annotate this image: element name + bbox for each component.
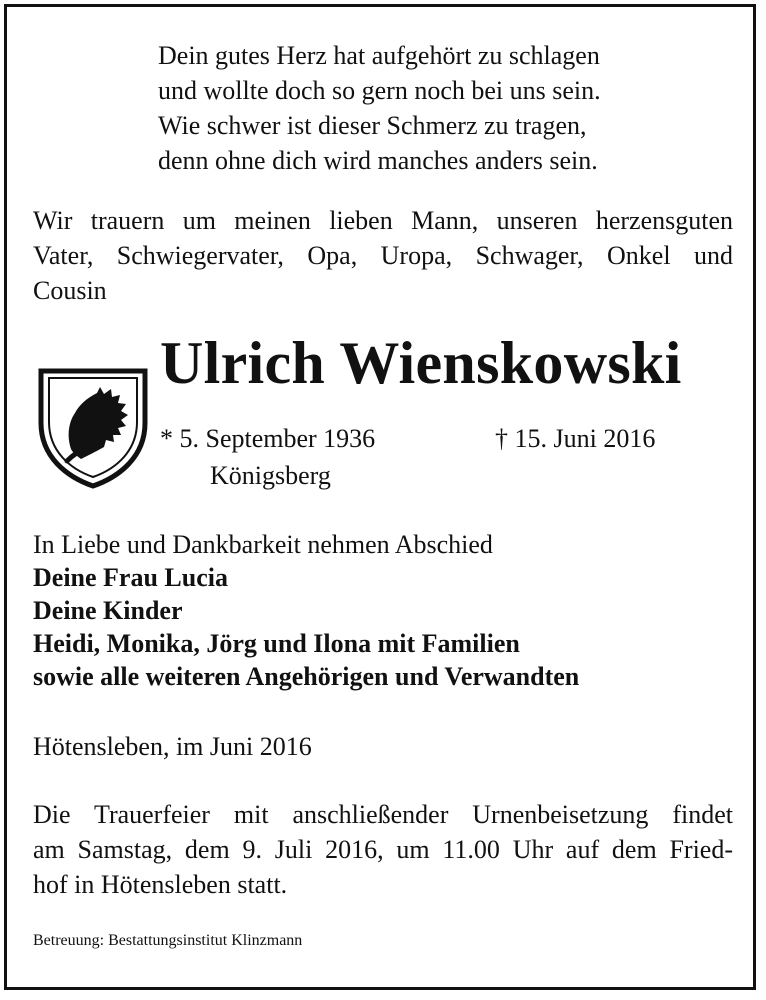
mourner-line: Deine Frau Lucia (33, 563, 228, 592)
coat-of-arms-icon (37, 365, 149, 489)
poem-line: Wie schwer ist dieser Schmerz zu tragen, (158, 111, 587, 140)
intro-line: Wir trauern um meinen lieben Mann, unseren herzensguten (33, 206, 733, 235)
funeral-info (33, 797, 733, 902)
mourners (33, 528, 579, 693)
mourning-intro (33, 203, 733, 308)
mourner-line: Heidi, Monika, Jörg und Ilona mit Familien (33, 629, 520, 658)
mourner-line: sowie alle weiteren Angehörigen und Verwandten (33, 662, 580, 691)
poem-line: Dein gutes Herz hat aufgehört zu schlagen (158, 41, 600, 70)
poem (158, 38, 601, 178)
intro-line: Vater, Schwiegervater, Opa, Uropa, Schwager, Onkel und (33, 241, 733, 270)
funeral-home-credit: Betreuung: Bestattungsinstitut Klinzmann (33, 932, 303, 949)
birth-date: * 5. September 1936 (160, 424, 376, 453)
birth-place: Königsberg (210, 461, 331, 490)
deceased-name: Ulrich Wienskowski (160, 330, 682, 396)
mourner-line: Deine Kinder (33, 596, 183, 625)
intro-line: Cousin (33, 276, 107, 305)
poem-line: denn ohne dich wird manches anders sein. (158, 146, 598, 175)
funeral-line: Die Trauerfeier mit anschließender Urnenbeisetzung findet (33, 800, 733, 829)
funeral-line: hof in Hötensleben statt. (33, 870, 288, 899)
farewell-intro: In Liebe und Dankbarkeit nehmen Abschied (33, 530, 493, 559)
funeral-line: am Samstag, dem 9. Juli 2016, um 11.00 Uhr auf dem Fried- (33, 835, 733, 864)
death-date: † 15. Juni 2016 (495, 424, 656, 453)
poem-line: und wollte doch so gern noch bei uns sein. (158, 76, 601, 105)
place-and-date: Hötensleben, im Juni 2016 (33, 732, 312, 761)
